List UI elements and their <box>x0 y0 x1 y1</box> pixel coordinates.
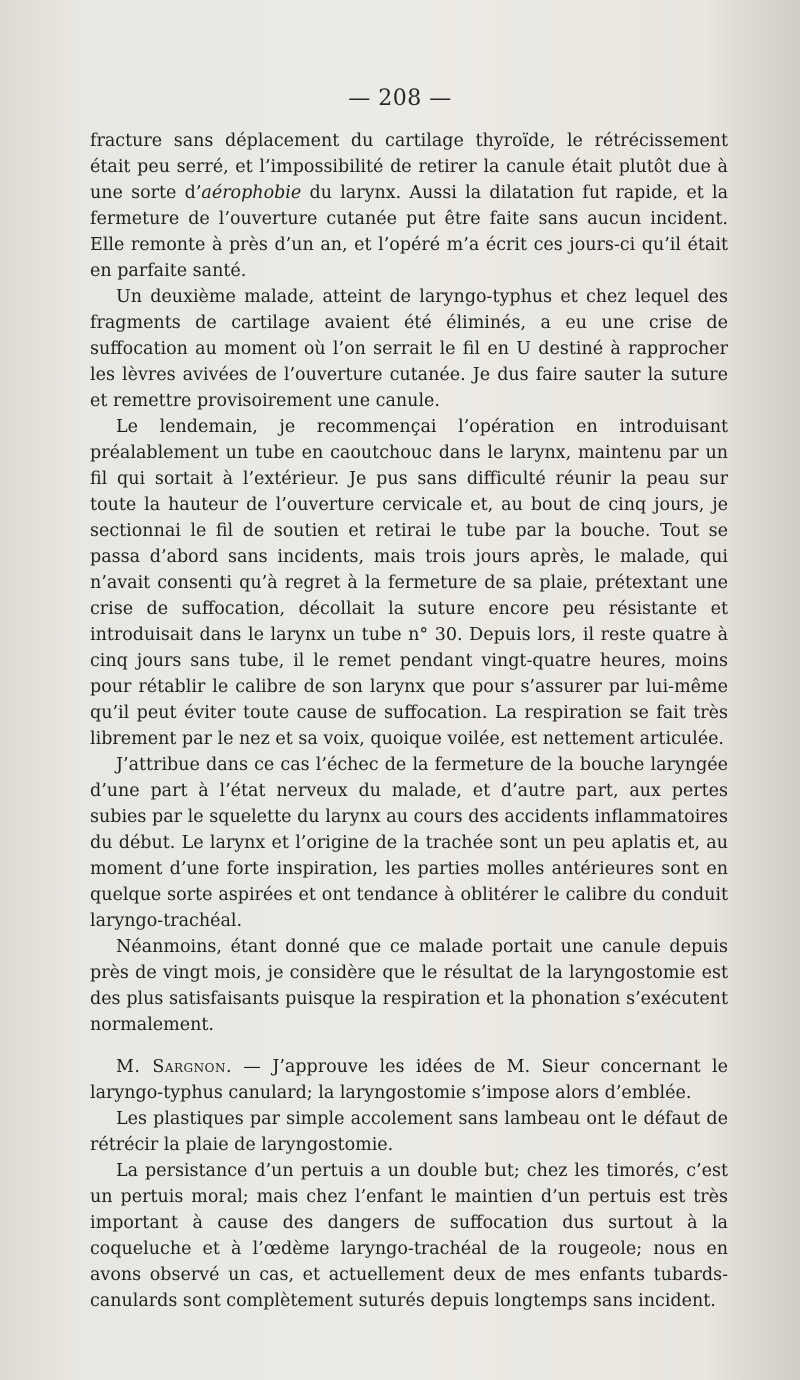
paragraph-1-after: du larynx. Aussi la dilatation fut rapide, et la fermeture de l’ouverture cutanée put être faite sans aucun incident. Elle remonte à près d’un an, et l’opéré m’a écrit ces jours-ci qu’il était en parfaite santé. <box>90 183 728 281</box>
paragraph-6-text: — J’approuve les idées de M. Sieur concernant le laryngo-typhus canulard; la laryngostomie s’impose alors d’emblée. <box>90 1057 728 1103</box>
paragraph-4: J’attribue dans ce cas l’échec de la fermeture de la bouche laryngée d’une part à l’état nerveux du malade, et d’autre part, aux pertes subies par le squelette du larynx au cours des accidents inflammatoires du début. Le larynx et l’origine de la trachée sont un peu aplatis et, au moment d’une forte inspiration, les parties molles antérieures sont en quelque sorte aspirées et ont tendance à oblitérer le calibre du conduit laryngo-trachéal. <box>90 755 728 931</box>
paragraph-1-before: fracture sans déplacement du cartilage thyroïde, le rétrécissement était peu serré, et l’impossibilité de retirer la canule était plutôt due à une sorte d’ <box>90 131 728 203</box>
body-text <box>90 128 728 1314</box>
paragraph-5: Néanmoins, étant donné que ce malade portait une canule depuis près de vingt mois, je considère que le résultat de la laryngostomie est des plus satisfaisants puisque la respiration et la phonation s’exécutent normalement. <box>90 937 728 1035</box>
paragraph-1-emphasis: aérophobie <box>201 183 302 203</box>
paragraph-1 <box>90 128 728 284</box>
page-number: — 208 — <box>348 86 452 111</box>
paragraph-3: Le lendemain, je recommençai l’opération en introduisant préalablement un tube en caoutchouc dans le larynx, maintenu par un fil qui sortait à l’extérieur. Je pus sans difficulté réunir la peau sur toute la hauteur de l’ouverture cervicale et, au bout de cinq jours, je sectionnai le fil de soutien et retirai le tube par la bouche. Tout se passa d’abord sans incidents, mais trois jours après, le malade, qui n’avait consenti qu’à regret à la fermeture de sa plaie, prétextant une crise de suffocation, décollait la suture encore peu résistante et introduisait dans le larynx un tube n° 30. Depuis lors, il reste quatre à cinq jours sans tube, il le remet pendant vingt-quatre heures, moins pour rétablir le calibre de son larynx que pour s’assurer par lui-même qu’il peut éviter toute cause de suffocation. La respiration se fait très librement par le nez et sa voix, quoique voilée, est nettement articulée. <box>90 417 728 749</box>
speaker-name: M. Sargnon. <box>116 1057 233 1077</box>
paragraph-2: Un deuxième malade, atteint de laryngo-typhus et chez lequel des fragments de cartilage avaient été éliminés, a eu une crise de suffocation au moment où l’on serrait le fil en U destiné à rapprocher les lèvres avivées de l’ouverture cutanée. Je dus faire sauter la suture et remettre provisoirement une canule. <box>90 287 728 411</box>
paragraph-6 <box>90 1054 728 1106</box>
paragraph-7: Les plastiques par simple accolement sans lambeau ont le défaut de rétrécir la plaie de laryngostomie. <box>90 1109 728 1155</box>
paragraph-8: La persistance d’un pertuis a un double but; chez les timorés, c’est un pertuis moral; mais chez l’enfant le maintien d’un pertuis est très important à cause des dangers de suffocation dus surtout à la coqueluche et à l’œdème laryngo-trachéal de la rougeole; nous en avons observé un cas, et actuellement deux de mes enfants tubards-canulards sont complètement suturés depuis longtemps sans incident. <box>90 1161 728 1311</box>
